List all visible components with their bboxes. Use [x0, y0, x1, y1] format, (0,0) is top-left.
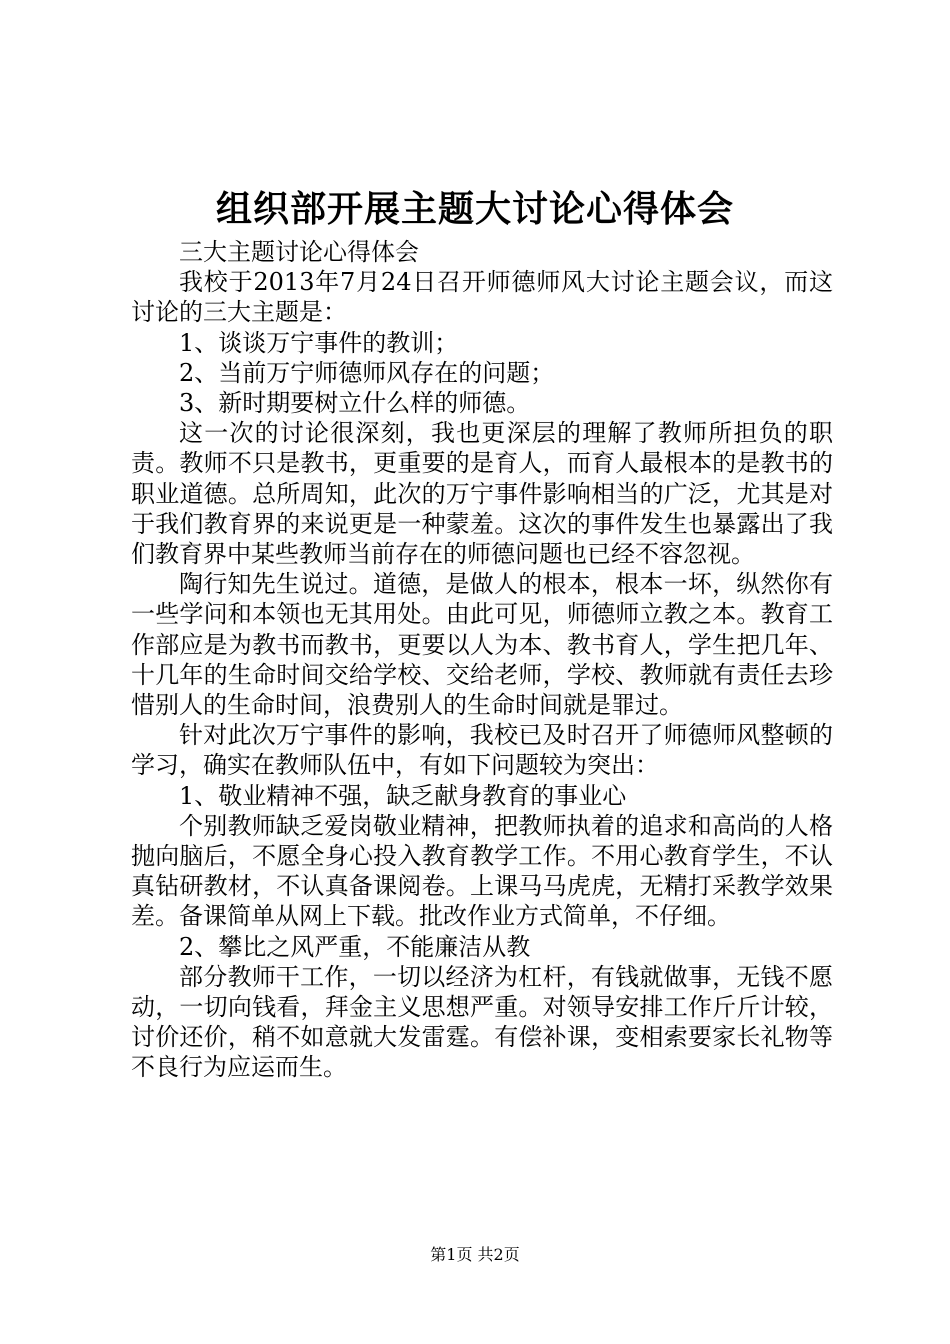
section-heading: 2、攀比之风严重，不能廉洁从教	[179, 932, 531, 961]
list-item: 2、当前万宁师德师风存在的问题；	[179, 358, 555, 387]
paragraph: 个别教师缺乏爱岗敬业精神，把教师执着的追求和高尚的人格抛向脑后，不愿全身心投入教育教学工作。不用心教育学生，不认真钻研教材，不认真备课阅卷。上课马马虎虎，无精打采教学效果差。备课简单从网上下载。批改作业方式简单，不仔细。	[131, 811, 833, 931]
paragraph: 针对此次万宁事件的影响，我校已及时召开了师德师风整顿的学习，确实在教师队伍中，有如下问题较为突出：	[131, 721, 833, 780]
paragraph: 我校于2013年7月24日召开师德师风大讨论主题会议，而这讨论的三大主题是：	[131, 268, 833, 327]
list-item: 1、谈谈万宁事件的教训；	[179, 328, 459, 357]
paragraph: 这一次的讨论很深刻，我也更深层的理解了教师所担负的职责。教师不只是教书，更重要的是育人，而育人最根本的是教书的职业道德。总所周知，此次的万宁事件影响相当的广泛，尤其是对于我们教育界的来说更是一种蒙羞。这次的事件发生也暴露出了我们教育界中某些教师当前存在的师德问题也已经不容忽视。	[131, 419, 833, 569]
section-heading: 1、敬业精神不强，缺乏献身教育的事业心	[179, 781, 627, 810]
paragraph: 部分教师干工作，一切以经济为杠杆，有钱就做事，无钱不愿动，一切向钱看，拜金主义思想严重。对领导安排工作斤斤计较，讨价还价，稍不如意就大发雷霆。有偿补课，变相索要家长礼物等不良行为应运而生。	[131, 962, 833, 1082]
paragraph: 三大主题讨论心得体会	[179, 238, 419, 266]
list-item: 3、新时期要树立什么样的师德。	[179, 389, 531, 418]
page-footer: 第1页 共2页	[430, 1245, 520, 1264]
paragraph: 陶行知先生说过。道德，是做人的根本，根本一坏，纵然你有一些学问和本领也无其用处。由此可见，师德师立教之本。教育工作部应是为教书而教书，更要以人为本、教书育人，学生把几年、十几年的生命时间交给学校、交给老师，学校、教师就有责任去珍惜别人的生命时间，浪费别人的生命时间就是罪过。	[131, 570, 833, 720]
document-body	[131, 237, 833, 1083]
document-title: 组织部开展主题大讨论心得体会	[215, 188, 734, 230]
